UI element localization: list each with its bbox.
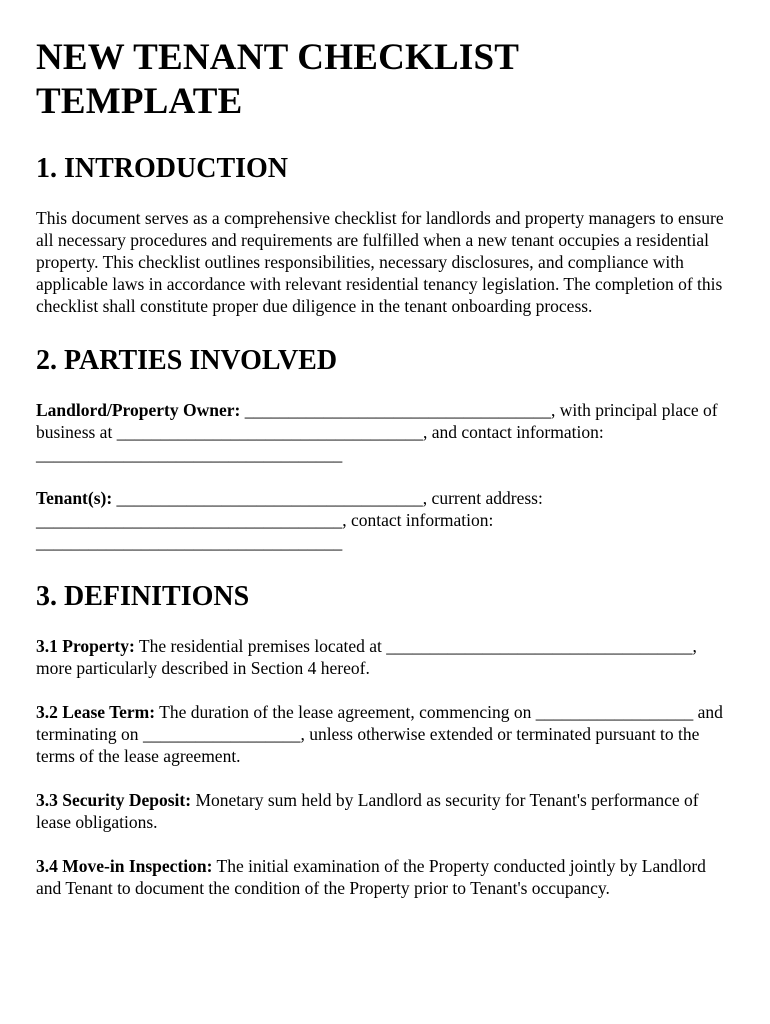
tenant-label: Tenant(s):	[36, 488, 113, 508]
property-text-2: , more particularly described in Section 4 hereof.	[36, 636, 697, 678]
inspection-label: 3.4 Move-in Inspection:	[36, 856, 213, 876]
tenant-contact-blank: ___________________________________	[36, 532, 343, 552]
tenant-text-2: , contact information:	[342, 510, 494, 530]
definitions-heading: 3. DEFINITIONS	[36, 581, 250, 612]
lease-end-blank: __________________	[142, 724, 301, 744]
tenant-address-blank: ___________________________________	[36, 510, 343, 530]
definition-property	[36, 635, 734, 679]
lease-label: 3.2 Lease Term:	[36, 702, 156, 722]
definition-lease-term	[36, 701, 734, 767]
introduction-heading: 1. INTRODUCTION	[36, 153, 289, 184]
property-text-1: The residential premises located at	[134, 636, 387, 656]
landlord-text-1: , with principal place of business at	[36, 400, 718, 442]
definition-move-in-inspection	[36, 855, 734, 899]
landlord-paragraph	[36, 399, 734, 465]
landlord-address-blank: ___________________________________	[116, 422, 423, 442]
tenant-paragraph	[36, 487, 734, 553]
tenant-name-blank: ___________________________________	[116, 488, 423, 508]
landlord-contact-blank: ___________________________________	[36, 444, 343, 464]
introduction-paragraph: This document serves as a comprehensive checklist for landlords and property managers to ensure all necessary procedures and requirements are fulfilled when a new tenant occupies a residential property. This checklist outlines responsibilities, necessary disclosures, and compliance with applicable laws in accordance with relevant residential tenancy legislation. The completion of this checklist shall constitute proper due diligence in the tenant onboarding process.	[36, 208, 724, 316]
parties-heading: 2. PARTIES INVOLVED	[36, 345, 338, 376]
lease-text-2: and terminating on	[36, 702, 723, 744]
document-title: NEW TENANT CHECKLIST TEMPLATE	[36, 37, 519, 122]
definition-security-deposit	[36, 789, 734, 833]
landlord-name-blank: ___________________________________	[244, 400, 551, 420]
landlord-text-2: , and contact information:	[422, 422, 604, 442]
tenant-text-1: , current address:	[422, 488, 543, 508]
landlord-label: Landlord/Property Owner:	[36, 400, 241, 420]
lease-start-blank: __________________	[535, 702, 694, 722]
property-address-blank: ___________________________________	[386, 636, 693, 656]
lease-text-1: The duration of the lease agreement, commencing on	[155, 702, 536, 722]
lease-text-3: , unless otherwise extended or terminated pursuant to the terms of the lease agreement.	[36, 724, 700, 766]
deposit-label: 3.3 Security Deposit:	[36, 790, 192, 810]
property-label: 3.1 Property:	[36, 636, 135, 656]
inspection-text: The initial examination of the Property conducted jointly by Landlord and Tenant to document the condition of the Property prior to Tenant's occupancy.	[36, 856, 706, 898]
deposit-text: Monetary sum held by Landlord as security for Tenant's performance of lease obligations.	[36, 790, 699, 832]
